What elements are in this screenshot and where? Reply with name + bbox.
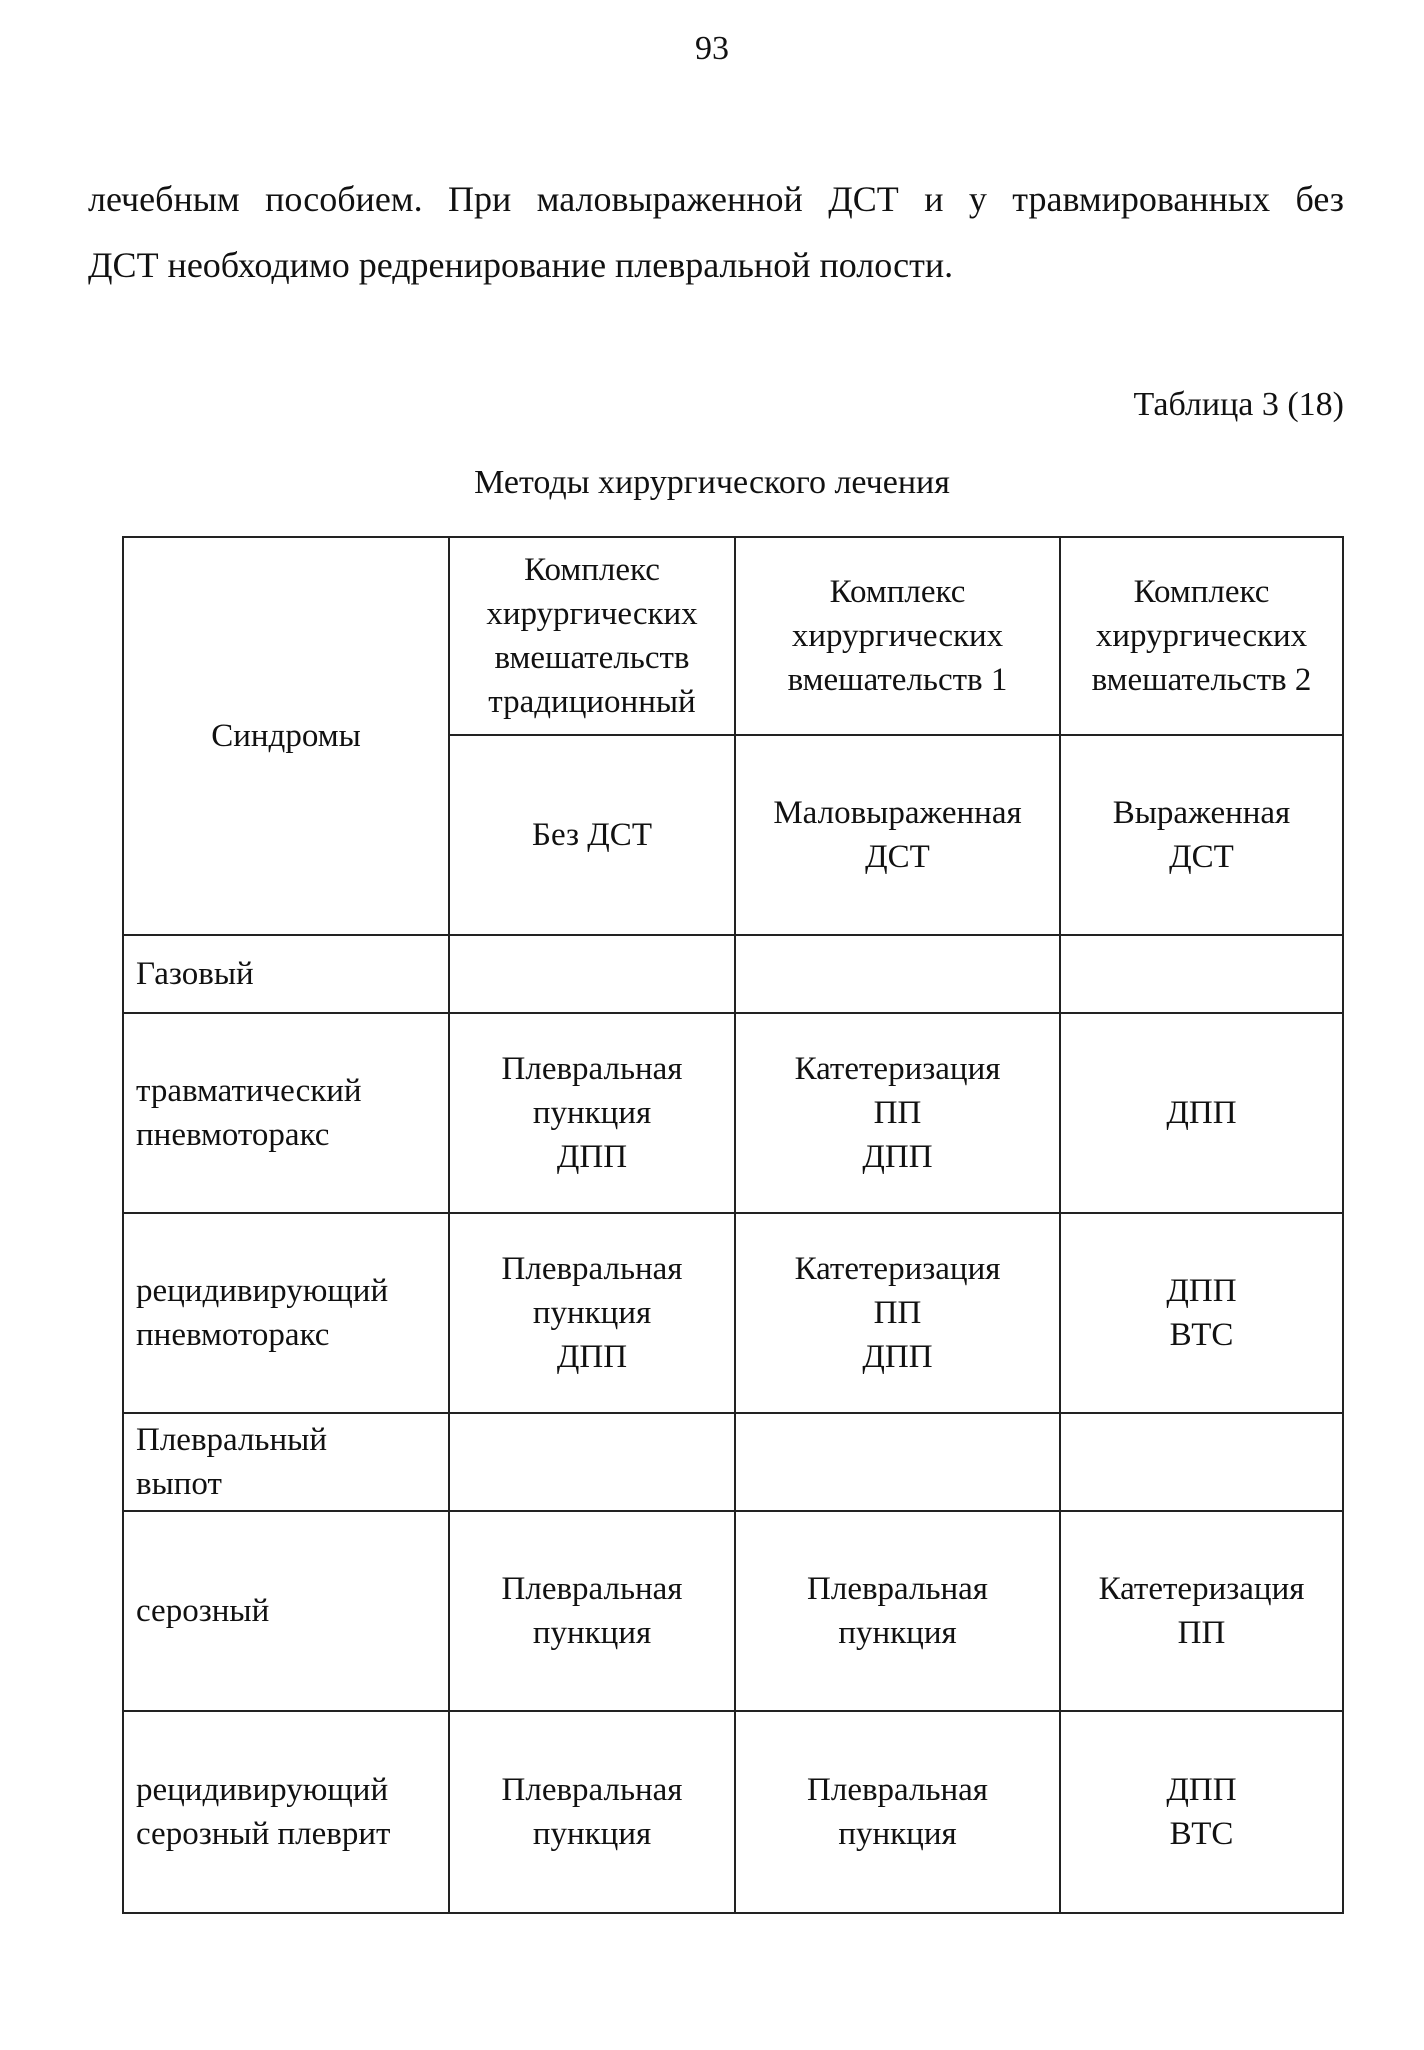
method-cell bbox=[449, 1213, 735, 1413]
header-line: традиционный bbox=[488, 684, 696, 720]
method-line: пункция bbox=[532, 1615, 652, 1651]
method-cell bbox=[1060, 1213, 1343, 1413]
table-row bbox=[123, 935, 1343, 1013]
method-cell bbox=[1060, 1013, 1343, 1213]
header-column-cell bbox=[1060, 537, 1343, 735]
syndrome-line: травматический bbox=[136, 1073, 362, 1109]
paragraph-line: ДСТ необходимо редренирование плевральной полости. bbox=[88, 245, 954, 285]
syndrome-cell bbox=[123, 1511, 449, 1711]
syndrome-line: серозный bbox=[136, 1593, 270, 1629]
method-cell bbox=[449, 1511, 735, 1711]
method-cell bbox=[735, 935, 1060, 1013]
table-row bbox=[123, 1213, 1343, 1413]
method-line: Плевральная bbox=[501, 1571, 683, 1607]
method-line: Плевральная bbox=[807, 1571, 988, 1607]
method-cell bbox=[449, 1013, 735, 1213]
method-line: пункция bbox=[532, 1816, 652, 1852]
method-cell bbox=[735, 1013, 1060, 1213]
method-cell bbox=[735, 1413, 1060, 1511]
method-line: пункция bbox=[838, 1615, 957, 1651]
header-line: хирургических bbox=[1095, 618, 1308, 654]
method-line: ДПП bbox=[1166, 1095, 1237, 1131]
subheader-line: ДСТ bbox=[1169, 839, 1234, 875]
syndrome-line: рецидивирующий bbox=[136, 1273, 389, 1309]
subheader-cell bbox=[449, 735, 735, 935]
syndrome-line: выпот bbox=[136, 1466, 222, 1502]
header-column-cell bbox=[449, 537, 735, 735]
method-cell bbox=[449, 1413, 735, 1511]
header-syndrome-cell bbox=[123, 537, 449, 935]
header-line: вмешательств 2 bbox=[1091, 662, 1312, 698]
method-line: Плевральная bbox=[807, 1772, 988, 1808]
table-row bbox=[123, 1511, 1343, 1711]
method-line: Катетеризация bbox=[1098, 1571, 1305, 1607]
method-cell bbox=[735, 1511, 1060, 1711]
method-line: Катетеризация bbox=[794, 1051, 1001, 1087]
table-row bbox=[123, 1013, 1343, 1213]
method-line: ПП bbox=[873, 1295, 922, 1331]
method-line: ВТС bbox=[1169, 1317, 1234, 1353]
method-line: пункция bbox=[838, 1816, 957, 1852]
method-cell bbox=[1060, 935, 1343, 1013]
method-line: Катетеризация bbox=[794, 1251, 1001, 1287]
header-line: вмешательств 1 bbox=[787, 662, 1008, 698]
syndrome-line: серозный плеврит bbox=[136, 1816, 391, 1852]
method-line: Плевральная bbox=[501, 1251, 683, 1287]
syndrome-cell bbox=[123, 1711, 449, 1913]
syndrome-cell bbox=[123, 1413, 449, 1511]
method-line: ДПП bbox=[556, 1139, 628, 1175]
syndrome-cell bbox=[123, 1213, 449, 1413]
subheader-line: Выраженная bbox=[1112, 795, 1291, 831]
method-cell bbox=[1060, 1711, 1343, 1913]
header-column-cell bbox=[735, 537, 1060, 735]
header-line: вмешательств bbox=[494, 640, 690, 676]
subheader-line: Без ДСТ bbox=[532, 817, 652, 853]
header-line: Комплекс bbox=[524, 552, 660, 588]
subheader-cell bbox=[735, 735, 1060, 935]
method-cell bbox=[735, 1213, 1060, 1413]
method-line: пункция bbox=[532, 1295, 652, 1331]
table-title: Методы хирургического лечения bbox=[474, 464, 950, 501]
method-cell bbox=[1060, 1413, 1343, 1511]
syndrome-line: пневмоторакс bbox=[136, 1117, 330, 1153]
subheader-cell bbox=[1060, 735, 1343, 935]
header-line: Комплекс bbox=[829, 574, 966, 610]
header-line: хирургических bbox=[486, 596, 698, 632]
method-line: Плевральная bbox=[501, 1772, 683, 1808]
page-number: 93 bbox=[695, 30, 729, 67]
method-line: ПП bbox=[1177, 1615, 1226, 1651]
method-cell bbox=[449, 1711, 735, 1913]
method-cell bbox=[449, 935, 735, 1013]
method-cell bbox=[1060, 1511, 1343, 1711]
subheader-line: ДСТ bbox=[865, 839, 930, 875]
method-line: ДПП bbox=[862, 1139, 933, 1175]
method-line: ДПП bbox=[862, 1339, 933, 1375]
syndrome-line: Газовый bbox=[136, 956, 254, 992]
header-line: хирургических bbox=[791, 618, 1004, 654]
method-line: Плевральная bbox=[501, 1051, 683, 1087]
methods-table bbox=[122, 536, 1344, 1914]
table-header-row bbox=[123, 537, 1343, 735]
syndrome-cell bbox=[123, 935, 449, 1013]
method-line: ДПП bbox=[1166, 1772, 1237, 1808]
body-paragraph bbox=[88, 166, 1344, 298]
method-line: ВТС bbox=[1169, 1816, 1234, 1852]
syndrome-line: рецидивирующий bbox=[136, 1772, 389, 1808]
method-line: пункция bbox=[532, 1095, 652, 1131]
syndrome-cell bbox=[123, 1013, 449, 1213]
table-caption: Таблица 3 (18) bbox=[1133, 386, 1344, 423]
method-line: ДПП bbox=[556, 1339, 628, 1375]
paragraph-line: лечебным пособием. При маловыраженной ДСТ и у травмированных без bbox=[88, 179, 1344, 219]
table-row bbox=[123, 1413, 1343, 1511]
header-syndrome-label: Синдромы bbox=[211, 718, 361, 754]
method-line: ДПП bbox=[1166, 1273, 1237, 1309]
table-row bbox=[123, 1711, 1343, 1913]
syndrome-line: пневмоторакс bbox=[136, 1317, 330, 1353]
header-line: Комплекс bbox=[1133, 574, 1270, 610]
subheader-line: Маловыраженная bbox=[773, 795, 1022, 831]
syndrome-line: Плевральный bbox=[136, 1422, 327, 1458]
method-line: ПП bbox=[873, 1095, 922, 1131]
method-cell bbox=[735, 1711, 1060, 1913]
